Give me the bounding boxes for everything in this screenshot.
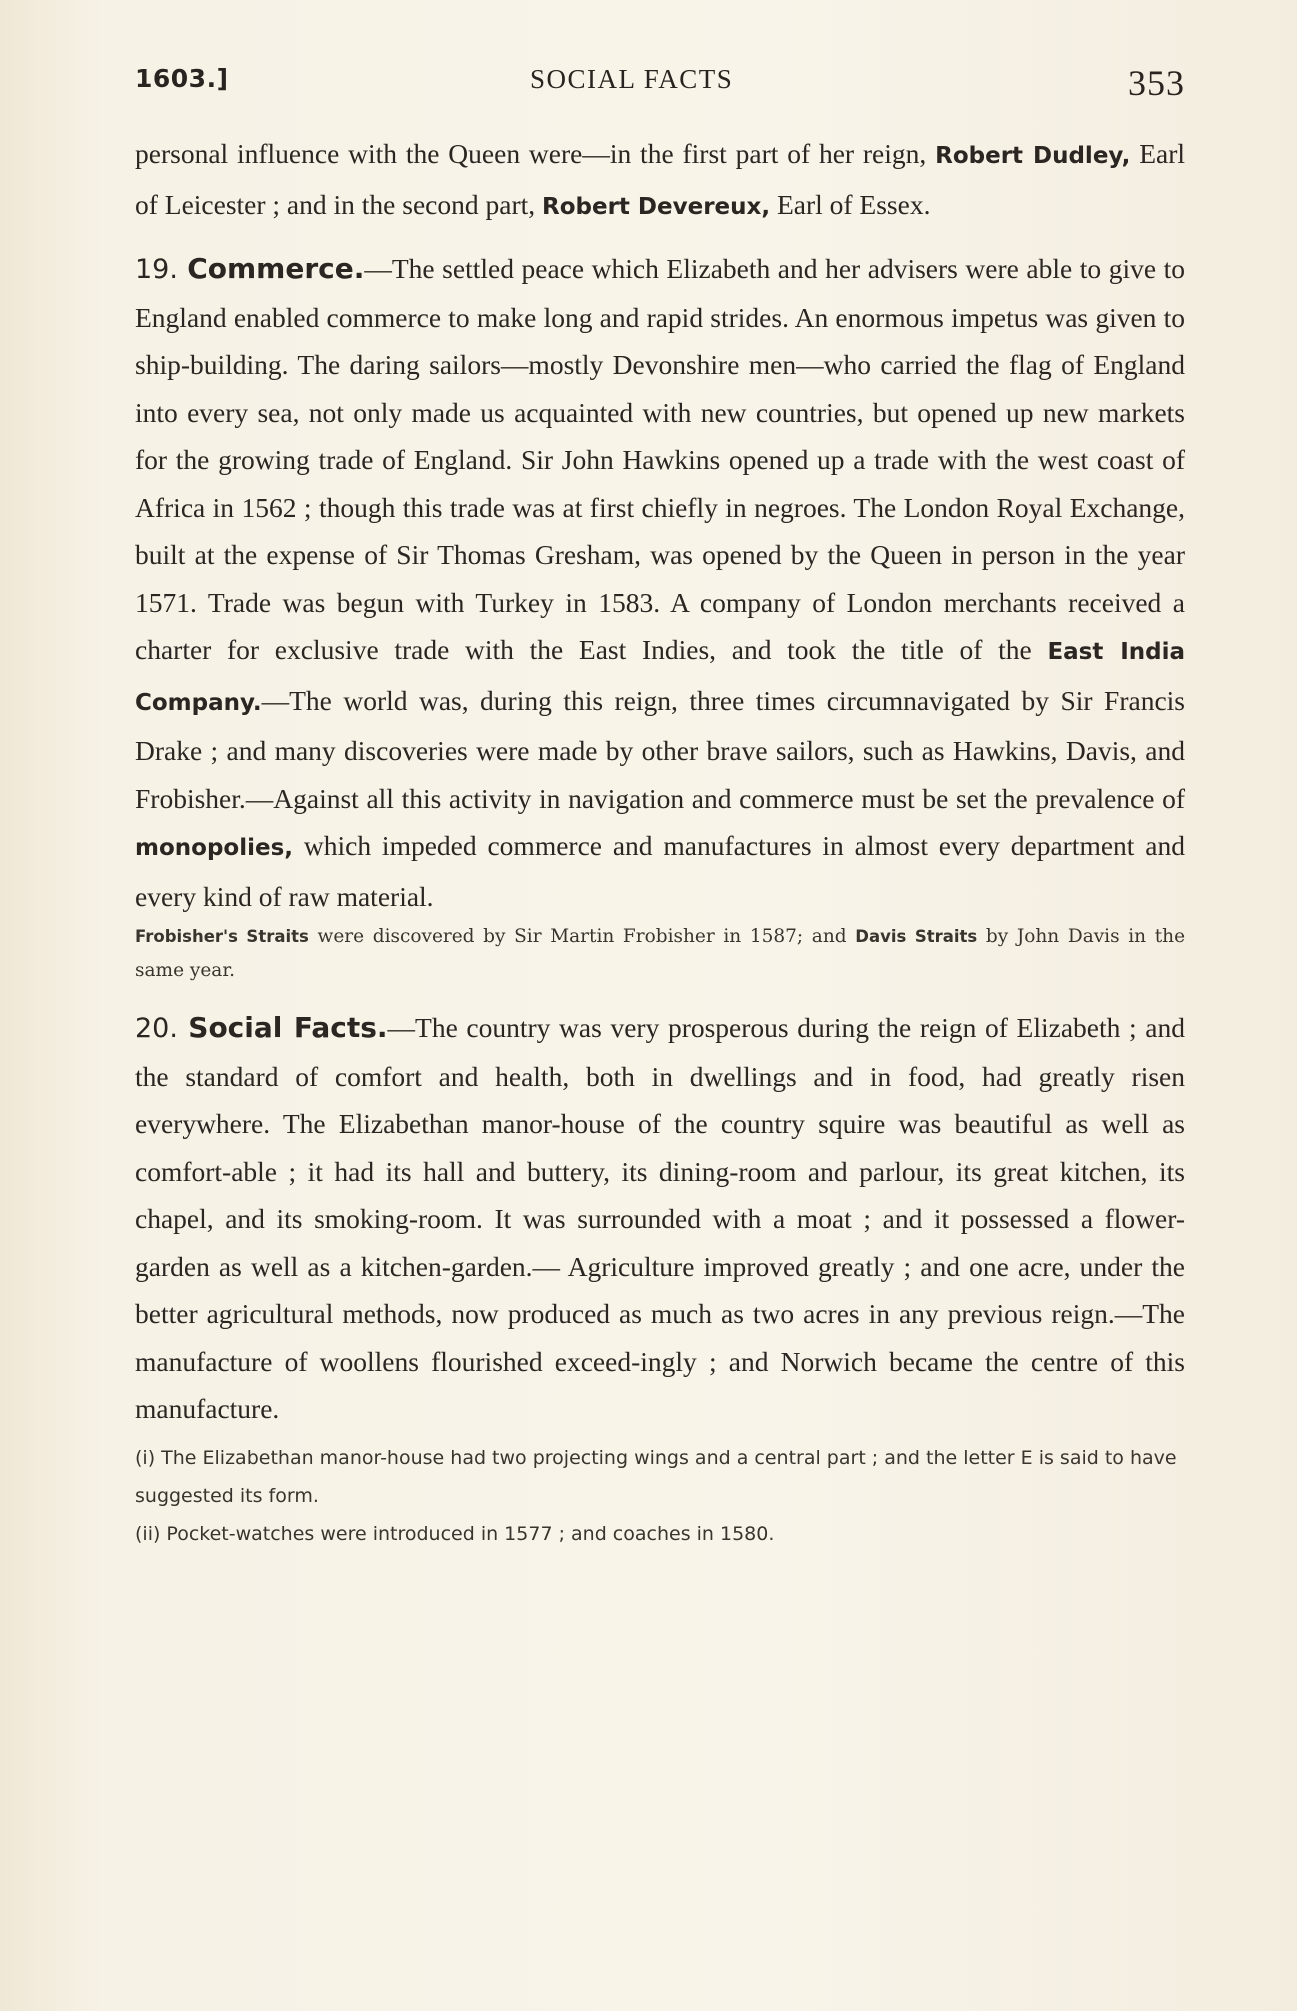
intro-text-2: Earl of Leicester ; and in the second part, [135, 138, 1186, 220]
section-20-text: —The country was very prosperous during the reign of Elizabeth ; and the standard of comfort and health, both in dwellings and in food, had greatly risen everywhere. The Elizabethan manor-house of the country squire was beautiful as well as comfort-able ; it had its hall and buttery, its dining-room and parlour, its great kitchen, its chapel, and its smoking-room. It was surrounded with a moat ; and it possessed a flower-garden as well as a kitchen-garden.— Agriculture improved greatly ; and one acre, under the better agricultural methods, now produced as much as two acres in any previous reign.—The manufacture of woollens flourished exceed-ingly ; and Norwich became the centre of this manufacture. [135, 1012, 1185, 1424]
note-davis-straits: Davis Straits [855, 927, 978, 946]
section-19-text-1: —The settled peace which Elizabeth and her advisers were able to give to England enabled commerce to make long and rapid strides. An enormous impetus was given to ship-building. The daring sailors—mostly Devonshire men—who carried the flag of England into every sea, not only made us acquainted with new countries, but opened up new markets for the growing trade of England. Sir John Hawkins opened up a trade with the west coast of Africa in 1562 ; though this trade was at first chiefly in negroes. The London Royal Exchange, built at the expense of Sir Thomas Gresham, was opened by the Queen in person in the year 1571. Trade was begun with Turkey in 1583. A company of London merchants received a charter for exclusive trade with the East Indies, and took the title of the [135, 253, 1185, 665]
header-title: SOCIAL FACTS [530, 64, 734, 94]
running-header [135, 58, 1185, 108]
section-19-text-2: —The world was, during this reign, three times circumnavigated by Sir Francis Drake ; and many discoveries were made by other brave sailors, such as Hawkins, Davis, and Frobisher.—Against all this activity in navigation and commerce must be set the prevalence of [135, 684, 1185, 814]
intro-text-1: personal influence with the Queen were—in the first part of her reign, [135, 138, 936, 169]
section-20-note-1: (i) The Elizabethan manor-house had two projecting wings and a central part ; and the letter E is said to have suggested its form. [135, 1446, 1177, 1507]
note-19-text-2: by John Davis in the same year. [135, 926, 1186, 981]
section-20-paragraph [135, 1004, 1185, 1433]
intro-text-3: Earl of Essex. [770, 188, 931, 220]
intro-name-devereux: Robert Devereux, [542, 193, 771, 220]
note-19-text-1: were discovered by Sir Martin Frobisher in 1587; and [308, 926, 856, 947]
header-year: 1603.] [135, 64, 229, 93]
intro-paragraph [135, 130, 1185, 231]
section-20-number: 20. [135, 1013, 189, 1044]
page-body [135, 130, 1185, 1553]
section-19-paragraph [135, 245, 1185, 920]
section-19-note [135, 920, 1185, 988]
page-number: 353 [1128, 63, 1185, 103]
section-19-monopolies: monopolies, [135, 835, 294, 861]
intro-name-dudley: Robert Dudley, [935, 143, 1131, 169]
section-19-number: 19. [135, 254, 188, 285]
section-19-text-3: which impeded commerce and manufactures in almost every department and every kind of raw material. [135, 830, 1185, 912]
section-19-heading: Commerce. [187, 252, 365, 285]
note-frobisher-straits: Frobisher's Straits [135, 927, 309, 946]
section-20-heading: Social Facts. [188, 1011, 388, 1044]
section-19-east-india: East India Company. [135, 639, 1185, 716]
section-20-note-2: (ii) Pocket-watches were introduced in 1577 ; and coaches in 1580. [135, 1522, 775, 1545]
